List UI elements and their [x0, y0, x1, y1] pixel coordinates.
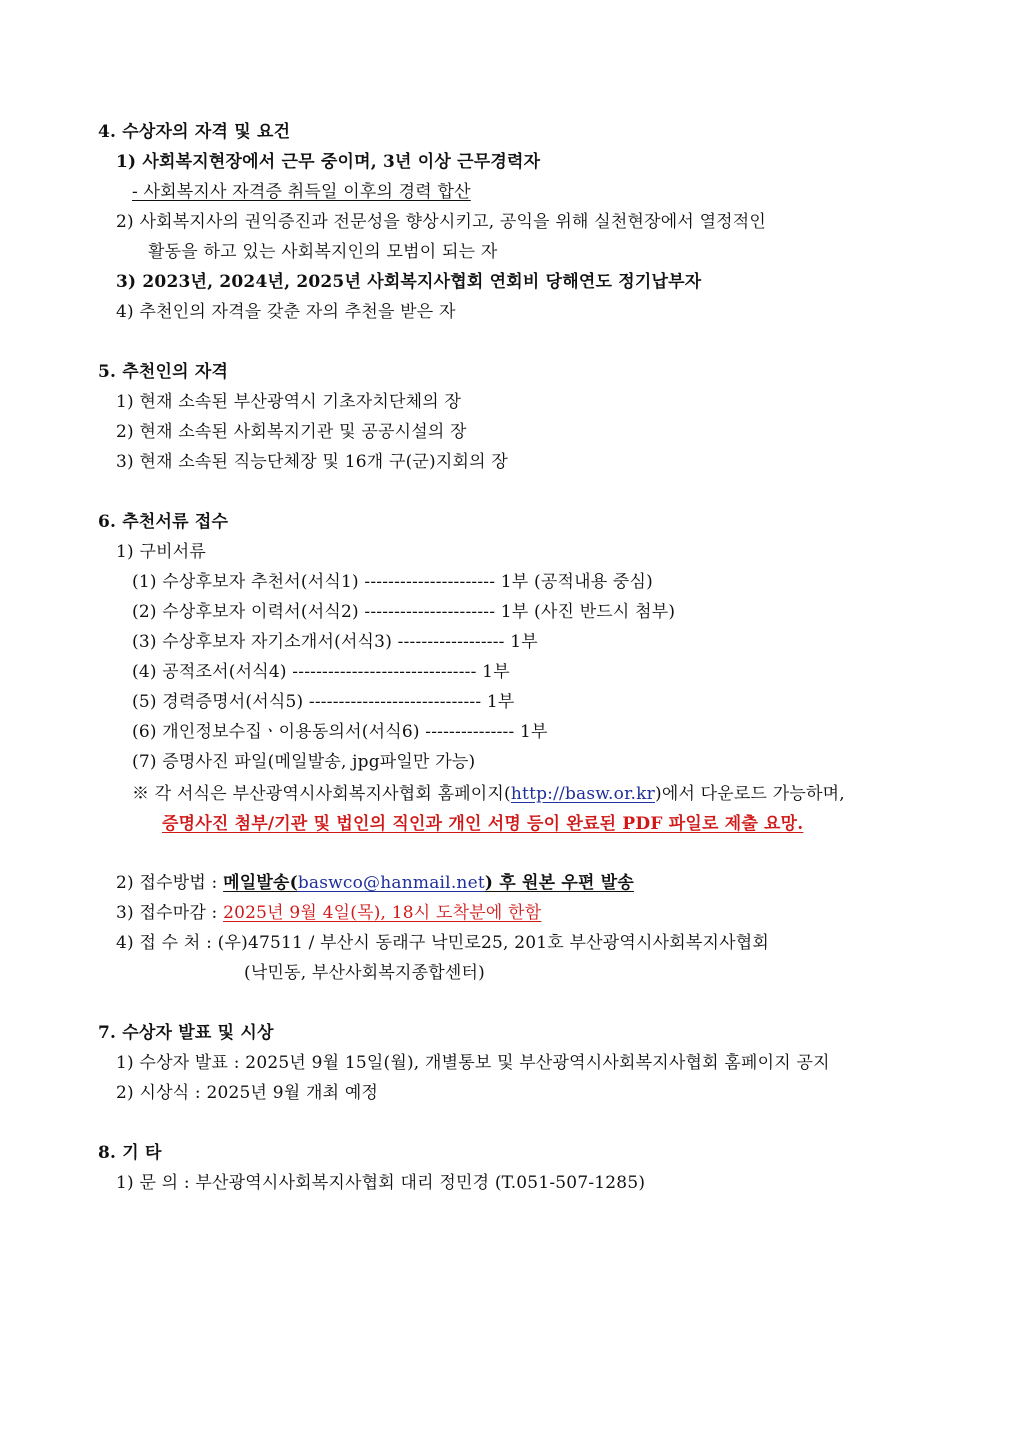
s6-deadline-value: 2025년 9월 4일(목), 18시 도착분에 한함 [223, 903, 542, 923]
s6-docs-label: 1) 구비서류 [116, 542, 206, 562]
s6-deadline-label: 3) 접수마감 : [116, 903, 224, 923]
s6-address-line2: (낙민동, 부산사회복지종합센터) [244, 963, 485, 983]
s6-doc-7: (7) 증명사진 파일(메일발송, jpg파일만 가능) [132, 752, 476, 772]
s6-method-label: 2) 접수방법 : [116, 873, 224, 893]
s6-note-warning: 증명사진 첨부/기관 및 법인의 직인과 개인 서명 등이 완료된 PDF 파일로 제출 요망. [162, 814, 804, 834]
s4-item-3: 3) 2023년, 2024년, 2025년 사회복지사협회 연회비 당해연도 정기납부자 [116, 272, 702, 292]
s6-method-suffix: ) 후 원본 우편 발송 [484, 873, 634, 893]
section-6-heading: 6. 추천서류 접수 [98, 512, 229, 532]
s6-doc-1: (1) 수상후보자 추천서(서식1) ---------------------- 1부 (공적내용 중심) [132, 572, 654, 592]
section-5-heading: 5. 추천인의 자격 [98, 362, 229, 382]
s5-item-3: 3) 현재 소속된 직능단체장 및 16개 구(군)지회의 장 [116, 452, 508, 472]
s6-doc-2: (2) 수상후보자 이력서(서식2) ---------------------- 1부 (사진 반드시 첨부) [132, 602, 676, 622]
s6-deadline [116, 902, 541, 924]
section-7-heading: 7. 수상자 발표 및 시상 [98, 1023, 274, 1043]
s7-item-1: 1) 수상자 발표 : 2025년 9월 15일(월), 개별통보 및 부산광역시사회복지사협회 홈페이지 공지 [116, 1053, 830, 1073]
s6-address-line1: (우)47511 / 부산시 동래구 낙민로25, 201호 부산광역시사회복지사협회 [217, 933, 769, 953]
s6-doc-4: (4) 공적조서(서식4) ------------------------------- 1부 [132, 662, 510, 682]
s5-item-1: 1) 현재 소속된 부산광역시 기초자치단체의 장 [116, 392, 462, 412]
s4-item-1-sub: - 사회복지사 자격증 취득일 이후의 경력 합산 [132, 182, 471, 202]
s6-method-value [223, 873, 634, 893]
s6-address [116, 932, 769, 954]
s6-doc-3: (3) 수상후보자 자기소개서(서식3) ------------------ 1부 [132, 632, 538, 652]
s4-item-1: 1) 사회복지현장에서 근무 중이며, 3년 이상 근무경력자 [116, 152, 541, 172]
s7-item-2: 2) 시상식 : 2025년 9월 개최 예정 [116, 1083, 379, 1103]
section-4-heading: 4. 수상자의 자격 및 요건 [98, 122, 291, 142]
s4-item-2-line2: 활동을 하고 있는 사회복지인의 모범이 되는 자 [148, 242, 498, 262]
s6-method [116, 872, 634, 894]
s4-item-4: 4) 추천인의 자격을 갖춘 자의 추천을 받은 자 [116, 302, 456, 322]
s5-item-2: 2) 현재 소속된 사회복지기관 및 공공시설의 장 [116, 422, 467, 442]
section-8-heading: 8. 기 타 [98, 1143, 162, 1163]
submission-email-link[interactable]: baswco@hanmail.net [297, 873, 485, 893]
s6-address-label: 4) 접 수 처 : [116, 933, 218, 953]
s6-note-prefix: ※ 각 서식은 부산광역시사회복지사협회 홈페이지( [132, 784, 511, 804]
s6-doc-5: (5) 경력증명서(서식5) ----------------------------- 1부 [132, 692, 515, 712]
homepage-link[interactable]: http://basw.or.kr [510, 784, 655, 804]
s6-note [132, 783, 845, 805]
s8-item-1: 1) 문 의 : 부산광역시사회복지사협회 대리 정민경 (T.051-507-1285) [116, 1173, 646, 1193]
s6-method-prefix: 메일발송( [223, 873, 298, 893]
s6-note-suffix: )에서 다운로드 가능하며, [654, 784, 845, 804]
s4-item-2-line1: 2) 사회복지사의 권익증진과 전문성을 향상시키고, 공익을 위해 실천현장에서 열정적인 [116, 212, 767, 232]
s6-doc-6: (6) 개인정보수집ㆍ이용동의서(서식6) --------------- 1부 [132, 722, 548, 742]
